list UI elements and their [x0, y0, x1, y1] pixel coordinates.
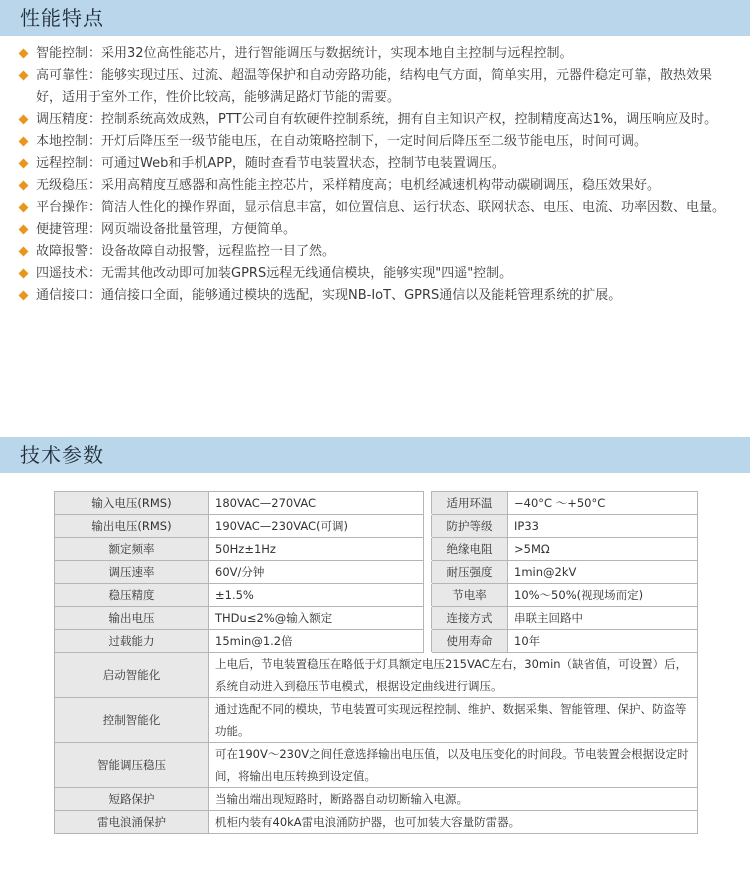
param-key: 稳压精度	[55, 584, 209, 607]
param-value: 1min@2kV	[508, 561, 698, 584]
params-table	[54, 491, 698, 834]
feature-item	[18, 153, 734, 175]
feature-item	[18, 65, 734, 109]
param-key: 雷电浪涌保护	[55, 811, 209, 834]
table-row	[55, 653, 698, 698]
features-list	[18, 43, 734, 307]
feature-label: 远程控制	[36, 156, 89, 171]
feature-text: ：网页端设备批量管理，方便简单。	[88, 222, 297, 237]
diamond-bullet-icon	[19, 159, 29, 169]
param-value: 10%～50%(视现场而定)	[508, 584, 698, 607]
param-value: 上电后，节电装置稳压在略低于灯具额定电压215VAC左右，30min（缺省值，可设置）后，系统自动进入到稳压节电模式，根据设定曲线进行调压。	[209, 653, 698, 698]
feature-item	[18, 109, 734, 131]
param-key: 智能调压稳压	[55, 743, 209, 788]
features-header	[0, 0, 750, 36]
param-value: 180VAC—270VAC	[209, 492, 424, 515]
diamond-bullet-icon	[19, 225, 29, 235]
feature-label: 高可靠性	[36, 68, 89, 83]
param-value: 通过选配不同的模块，节电装置可实现远程控制、维护、数据采集、智能管理、保护、防盗等功能。	[209, 698, 698, 743]
param-key: 启动智能化	[55, 653, 209, 698]
column-gap	[424, 515, 432, 538]
param-value: 可在190V～230V之间任意选择输出电压值，以及电压变化的时间段。节电装置会根据设定时间，将输出电压转换到设定值。	[209, 743, 698, 788]
feature-item	[18, 285, 734, 307]
feature-text: ：无需其他改动即可加装GPRS远程无线通信模块，能够实现"四遥"控制。	[88, 266, 513, 281]
feature-text: ：开灯后降压至一级节能电压，在自动策略控制下，一定时间后降压至二级节能电压，时间可调。	[88, 134, 648, 149]
features-title: 性能特点	[20, 6, 104, 30]
param-value: ±1.5%	[209, 584, 424, 607]
feature-text: ：设备故障自动报警，远程监控一目了然。	[88, 244, 336, 259]
param-value: 190VAC—230VAC(可调)	[209, 515, 424, 538]
param-value: 当输出端出现短路时，断路器自动切断输入电源。	[209, 788, 698, 811]
table-row	[55, 811, 698, 834]
param-value: 机柜内装有40kA雷电浪涌防护器，也可加装大容量防雷器。	[209, 811, 698, 834]
table-row	[55, 492, 698, 515]
param-key: 输出电压	[55, 607, 209, 630]
param-key: 适用环温	[432, 492, 508, 515]
feature-label: 调压精度	[36, 112, 89, 127]
table-row	[55, 607, 698, 630]
feature-label: 本地控制	[36, 134, 89, 149]
param-key: 控制智能化	[55, 698, 209, 743]
feature-item	[18, 131, 734, 153]
param-key: 防护等级	[432, 515, 508, 538]
table-row	[55, 788, 698, 811]
feature-label: 智能控制	[36, 46, 89, 61]
diamond-bullet-icon	[19, 137, 29, 147]
table-row	[55, 698, 698, 743]
feature-text: ：通信接口全面，能够通过模块的选配，实现NB-IoT、GPRS通信以及能耗管理系统的扩展。	[88, 288, 622, 303]
param-key: 过载能力	[55, 630, 209, 653]
param-value: THDu≤2%@输入额定	[209, 607, 424, 630]
diamond-bullet-icon	[19, 247, 29, 257]
param-value: 60V/分钟	[209, 561, 424, 584]
param-value: 串联主回路中	[508, 607, 698, 630]
diamond-bullet-icon	[19, 269, 29, 279]
feature-text: ：控制系统高效成熟，PTT公司自有软硬件控制系统，拥有自主知识产权，控制精度高达1%，调压响应及时。	[88, 112, 718, 127]
table-row	[55, 538, 698, 561]
feature-item	[18, 43, 734, 65]
column-gap	[424, 492, 432, 515]
param-value: 10年	[508, 630, 698, 653]
feature-item	[18, 197, 734, 219]
feature-label: 四遥技术	[36, 266, 89, 281]
column-gap	[424, 630, 432, 653]
feature-text: ：简洁人性化的操作界面，显示信息丰富，如位置信息、运行状态、联网状态、电压、电流、功率因数、电量。	[88, 200, 726, 215]
param-key: 输入电压(RMS)	[55, 492, 209, 515]
diamond-bullet-icon	[19, 71, 29, 81]
feature-item	[18, 219, 734, 241]
params-header	[0, 437, 750, 473]
param-value: 15min@1.2倍	[209, 630, 424, 653]
feature-item	[18, 241, 734, 263]
diamond-bullet-icon	[19, 291, 29, 301]
feature-label: 无级稳压	[36, 178, 89, 193]
param-value: >5MΩ	[508, 538, 698, 561]
column-gap	[424, 607, 432, 630]
feature-label: 便捷管理	[36, 222, 89, 237]
param-key: 连接方式	[432, 607, 508, 630]
param-key: 节电率	[432, 584, 508, 607]
diamond-bullet-icon	[19, 203, 29, 213]
param-value: 50Hz±1Hz	[209, 538, 424, 561]
params-title: 技术参数	[20, 443, 104, 467]
table-row	[55, 630, 698, 653]
table-row	[55, 561, 698, 584]
diamond-bullet-icon	[19, 49, 29, 59]
table-row	[55, 515, 698, 538]
diamond-bullet-icon	[19, 181, 29, 191]
param-key: 额定频率	[55, 538, 209, 561]
feature-label: 通信接口	[36, 288, 89, 303]
diamond-bullet-icon	[19, 115, 29, 125]
params-table-wrap	[54, 491, 697, 834]
feature-item	[18, 263, 734, 285]
feature-item	[18, 175, 734, 197]
column-gap	[424, 538, 432, 561]
feature-label: 平台操作	[36, 200, 89, 215]
feature-label: 故障报警	[36, 244, 89, 259]
feature-text: ：能够实现过压、过流、超温等保护和自动旁路功能，结构电气方面，简单实用，元器件稳定可靠，散热效果好，适用于室外工作，性价比较高，能够满足路灯节能的需要。	[36, 68, 713, 105]
column-gap	[424, 584, 432, 607]
column-gap	[424, 561, 432, 584]
param-key: 调压速率	[55, 561, 209, 584]
param-key: 输出电压(RMS)	[55, 515, 209, 538]
param-key: 使用寿命	[432, 630, 508, 653]
table-row	[55, 743, 698, 788]
param-key: 耐压强度	[432, 561, 508, 584]
param-key: 短路保护	[55, 788, 209, 811]
feature-text: ：采用高精度互感器和高性能主控芯片，采样精度高；电机经减速机构带动碳刷调压，稳压效果好。	[88, 178, 661, 193]
table-row	[55, 584, 698, 607]
param-value: IP33	[508, 515, 698, 538]
feature-text: ：可通过Web和手机APP，随时查看节电装置状态，控制节电装置调压。	[88, 156, 505, 171]
feature-text: ：采用32位高性能芯片，进行智能调压与数据统计，实现本地自主控制与远程控制。	[88, 46, 573, 61]
param-value: −40°C ～+50°C	[508, 492, 698, 515]
param-key: 绝缘电阻	[432, 538, 508, 561]
